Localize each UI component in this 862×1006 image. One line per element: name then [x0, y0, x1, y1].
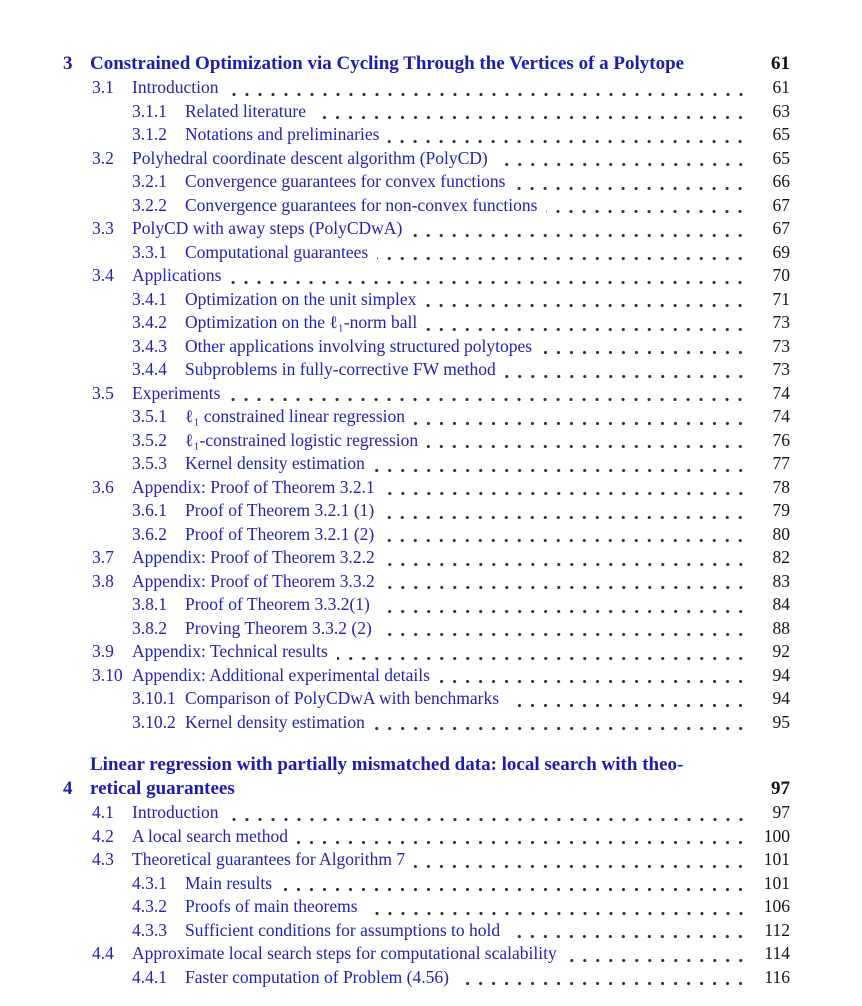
entry-title[interactable]: Other applications involving structured polytopes: [185, 335, 533, 356]
entry-title[interactable]: Appendix: Proof of Theorem 3.2.2: [132, 547, 375, 567]
dot-leader: [228, 815, 747, 824]
entry-number[interactable]: 3.5: [92, 382, 114, 403]
entry-page-number: 77: [772, 453, 790, 473]
entry-number[interactable]: 3.6.2: [132, 523, 167, 544]
entry-title[interactable]: Optimization on the ℓ₁-norm ball: [185, 312, 418, 332]
entry-page-number: 65: [772, 147, 790, 168]
toc-entry[interactable]: [63, 147, 790, 171]
dot-leader: [379, 607, 747, 616]
entry-title[interactable]: Computational guarantees: [185, 241, 369, 262]
entry-title[interactable]: Subproblems in fully-corrective FW method: [185, 359, 496, 379]
chapter-title[interactable]: [90, 52, 757, 76]
toc-entry[interactable]: [63, 241, 790, 265]
entry-page-number: 114: [764, 943, 790, 963]
entry-number[interactable]: 3.3.1: [132, 241, 167, 262]
entry-number[interactable]: 4.4: [92, 943, 114, 963]
toc-entry[interactable]: [63, 452, 790, 476]
dot-leader: [384, 560, 747, 569]
dot-leader: [229, 395, 747, 404]
dot-leader: [458, 979, 747, 988]
toc-entry[interactable]: [63, 194, 790, 218]
entry-number[interactable]: 3.6: [92, 476, 114, 497]
dot-leader: [377, 254, 747, 263]
toc-entry[interactable]: [63, 966, 790, 990]
dot-leader: [497, 160, 747, 169]
toc-entry[interactable]: [63, 640, 790, 664]
entry-title[interactable]: ℓ₁ constrained linear regression: [185, 406, 406, 426]
entry-title[interactable]: Comparison of PolyCDwA with benchmarks: [185, 688, 500, 708]
entry-number[interactable]: 3.6.1: [132, 500, 167, 520]
chapter-section: [63, 753, 790, 989]
toc-entry[interactable]: [63, 170, 790, 194]
toc-entry[interactable]: [63, 405, 790, 429]
entry-number[interactable]: 3.3: [92, 218, 114, 238]
entry-page-number: 79: [772, 500, 790, 520]
toc-entry[interactable]: [63, 872, 790, 896]
entry-page-number: 112: [764, 919, 790, 940]
toc-entry[interactable]: [63, 358, 790, 382]
entry-title[interactable]: Faster computation of Problem (4.56): [185, 966, 449, 987]
chapter-title-line: Linear regression with partially mismatched data: local search with theo-: [90, 754, 684, 775]
entry-page-number: 100: [763, 825, 790, 846]
dot-leader: [383, 513, 747, 522]
entry-page-number: 71: [772, 288, 790, 309]
entry-title[interactable]: Proof of Theorem 3.3.2(1): [185, 594, 370, 614]
entry-page-number: 82: [772, 547, 790, 567]
toc-entry[interactable]: [63, 895, 790, 919]
dot-leader: [514, 184, 747, 193]
dot-leader: [374, 466, 747, 475]
entry-title[interactable]: ℓ₁-constrained logistic regression: [185, 429, 419, 450]
entry-page-number: 92: [772, 641, 790, 661]
chapter-heading[interactable]: [63, 52, 790, 76]
dot-leader: [384, 489, 747, 498]
toc-entry[interactable]: [63, 711, 790, 735]
entry-number[interactable]: 3.1: [92, 77, 114, 97]
toc-entry[interactable]: [63, 100, 790, 124]
entry-title[interactable]: Proof of Theorem 3.2.1 (2): [185, 523, 375, 544]
toc-entry[interactable]: [63, 523, 790, 547]
dot-leader: [546, 207, 747, 216]
entry-title[interactable]: Proofs of main theorems: [185, 896, 358, 916]
entry-page-number: 83: [772, 570, 790, 591]
chapter-page-number: 61: [771, 53, 790, 74]
toc-entry[interactable]: [63, 76, 790, 100]
entry-page-number: 67: [772, 218, 790, 238]
entry-number[interactable]: 3.2: [92, 147, 114, 168]
toc-entry[interactable]: [63, 335, 790, 359]
entry-title[interactable]: Approximate local search steps for computational scalability: [132, 943, 557, 963]
dot-leader: [230, 278, 747, 287]
entry-page-number: 76: [772, 429, 790, 450]
entry-number[interactable]: 3.2.1: [132, 171, 167, 191]
entry-page-number: 63: [772, 100, 790, 121]
entry-page-number: 94: [772, 664, 790, 685]
dot-leader: [505, 372, 747, 381]
entry-page-number: 88: [772, 617, 790, 638]
entry-title[interactable]: Polyhedral coordinate descent algorithm (PolyCD): [132, 147, 488, 168]
chapter-page-number: 97: [771, 778, 790, 799]
dot-leader: [228, 90, 747, 99]
entry-page-number: 95: [772, 711, 790, 732]
entry-title[interactable]: Experiments: [132, 382, 221, 403]
entry-number[interactable]: 3.5.3: [132, 453, 167, 473]
dot-leader: [374, 724, 747, 733]
entry-number[interactable]: 3.8.2: [132, 617, 167, 638]
entry-number[interactable]: 3.8: [92, 570, 114, 591]
dot-leader: [414, 419, 747, 428]
entry-title[interactable]: PolyCD with away steps (PolyCDwA): [132, 218, 403, 238]
toc-entry[interactable]: [63, 429, 790, 453]
dot-leader: [315, 113, 747, 122]
entry-title[interactable]: Proof of Theorem 3.2.1 (1): [185, 500, 375, 520]
chapter-title-line: retical guarantees: [90, 778, 235, 799]
entry-page-number: 70: [772, 265, 790, 285]
dot-leader: [383, 536, 747, 545]
entry-number[interactable]: 4.3.3: [132, 919, 167, 940]
dot-leader: [337, 654, 747, 663]
toc-entry[interactable]: [63, 382, 790, 406]
toc-entry[interactable]: [63, 570, 790, 594]
entry-title[interactable]: Optimization on the unit simplex: [185, 288, 417, 309]
entry-number[interactable]: 4.2: [92, 825, 114, 846]
toc-entry[interactable]: [63, 476, 790, 500]
entry-page-number: 73: [772, 359, 790, 379]
entry-number[interactable]: 3.10.1: [132, 688, 176, 708]
chapter-number[interactable]: 3: [63, 53, 73, 74]
entry-page-number: 94: [772, 688, 790, 708]
toc-entry[interactable]: [63, 687, 790, 711]
entry-page-number: 74: [772, 382, 790, 403]
entry-number[interactable]: 3.1.2: [132, 124, 167, 144]
entry-number[interactable]: 3.4: [92, 265, 114, 285]
entry-number[interactable]: 4.3.1: [132, 872, 167, 893]
entry-number[interactable]: 3.2.2: [132, 194, 167, 215]
entry-page-number: 69: [772, 241, 790, 262]
entry-number[interactable]: 3.8.1: [132, 594, 167, 614]
toc-entry[interactable]: [63, 311, 790, 335]
toc-entry[interactable]: [63, 546, 790, 570]
entry-title[interactable]: Kernel density estimation: [185, 711, 365, 732]
entry-title[interactable]: Related literature: [185, 100, 306, 121]
toc-entry[interactable]: [63, 499, 790, 523]
entry-title[interactable]: Kernel density estimation: [185, 453, 365, 473]
entry-page-number: 67: [772, 194, 790, 215]
entry-number[interactable]: 3.5.1: [132, 406, 167, 426]
entry-number[interactable]: 3.4.3: [132, 335, 167, 356]
toc-entry[interactable]: [63, 123, 790, 147]
entry-page-number: 101: [763, 849, 790, 869]
dot-leader: [425, 301, 747, 310]
dot-leader: [384, 583, 747, 592]
chapter-title-line: Constrained Optimization via Cycling Through the Vertices of a Polytope: [90, 53, 685, 74]
toc-entry[interactable]: [63, 617, 790, 641]
toc-entry[interactable]: [63, 801, 790, 825]
dot-leader: [414, 862, 747, 871]
toc-entry[interactable]: [63, 217, 790, 241]
chapter-title[interactable]: [90, 753, 757, 801]
dot-leader: [566, 956, 747, 965]
entry-number[interactable]: 3.4.1: [132, 288, 167, 309]
entry-number[interactable]: 4.3.2: [132, 896, 167, 916]
entry-number[interactable]: 3.9: [92, 641, 114, 661]
dot-leader: [297, 838, 747, 847]
entry-number[interactable]: 4.4.1: [132, 966, 167, 987]
entry-title[interactable]: Main results: [185, 872, 273, 893]
dot-leader: [541, 348, 747, 357]
chapter-section: [63, 52, 790, 734]
dot-leader: [439, 677, 747, 686]
toc-entry[interactable]: [63, 264, 790, 288]
entry-number[interactable]: 4.1: [92, 802, 114, 822]
entry-title[interactable]: Convergence guarantees for non-convex functions: [185, 194, 538, 215]
toc-entry[interactable]: [63, 942, 790, 966]
entry-title[interactable]: A local search method: [132, 825, 288, 846]
entry-title[interactable]: Proving Theorem 3.3.2 (2): [185, 617, 372, 638]
entry-page-number: 74: [772, 406, 790, 426]
entry-page-number: 66: [772, 171, 790, 191]
dot-leader: [381, 630, 747, 639]
toc-entry[interactable]: [63, 664, 790, 688]
entry-title[interactable]: Notations and preliminaries: [185, 124, 380, 144]
entry-number[interactable]: 3.10.2: [132, 711, 176, 732]
entry-title[interactable]: Sufficient conditions for assumptions to hold: [185, 919, 501, 940]
dot-leader: [427, 442, 747, 451]
entry-title[interactable]: Appendix: Proof of Theorem 3.2.1: [132, 476, 375, 497]
entry-number[interactable]: 3.5.2: [132, 429, 167, 450]
dot-leader: [426, 325, 747, 334]
entry-page-number: 61: [772, 77, 790, 97]
entry-title[interactable]: Introduction: [132, 802, 219, 822]
dot-leader: [411, 231, 747, 240]
dot-leader: [281, 885, 747, 894]
entry-title[interactable]: Introduction: [132, 77, 219, 97]
entry-title[interactable]: Theoretical guarantees for Algorithm 7: [132, 849, 406, 869]
entry-page-number: 84: [772, 594, 790, 614]
entry-page-number: 73: [772, 335, 790, 356]
entry-page-number: 106: [763, 896, 790, 916]
entry-title[interactable]: Appendix: Additional experimental details: [132, 664, 430, 685]
entry-page-number: 65: [772, 124, 790, 144]
dot-leader: [509, 932, 747, 941]
entry-number[interactable]: 3.1.1: [132, 100, 167, 121]
toc-entry[interactable]: [63, 848, 790, 872]
entry-page-number: 78: [772, 476, 790, 497]
dot-leader: [388, 137, 747, 146]
entry-page-number: 97: [772, 802, 790, 822]
entry-number[interactable]: 3.4.4: [132, 359, 167, 379]
chapter-number[interactable]: 4: [63, 778, 73, 799]
entry-page-number: 101: [763, 872, 790, 893]
toc-entry[interactable]: [63, 593, 790, 617]
dot-leader: [367, 909, 747, 918]
entry-page-number: 73: [772, 312, 790, 332]
entry-title[interactable]: Appendix: Proof of Theorem 3.3.2: [132, 570, 375, 591]
entry-number[interactable]: 4.3: [92, 849, 114, 869]
entry-number[interactable]: 3.7: [92, 547, 114, 567]
entry-title[interactable]: Applications: [132, 265, 222, 285]
entry-title[interactable]: Appendix: Technical results: [132, 641, 328, 661]
dot-leader: [508, 701, 747, 710]
toc-entry[interactable]: [63, 825, 790, 849]
entry-page-number: 116: [764, 966, 790, 987]
chapter-heading[interactable]: [63, 753, 790, 801]
entry-page-number: 80: [772, 523, 790, 544]
toc-entry[interactable]: [63, 288, 790, 312]
toc-entry[interactable]: [63, 919, 790, 943]
entry-number[interactable]: 3.10: [92, 664, 123, 685]
entry-title[interactable]: Convergence guarantees for convex functions: [185, 171, 506, 191]
entry-number[interactable]: 3.4.2: [132, 312, 167, 332]
